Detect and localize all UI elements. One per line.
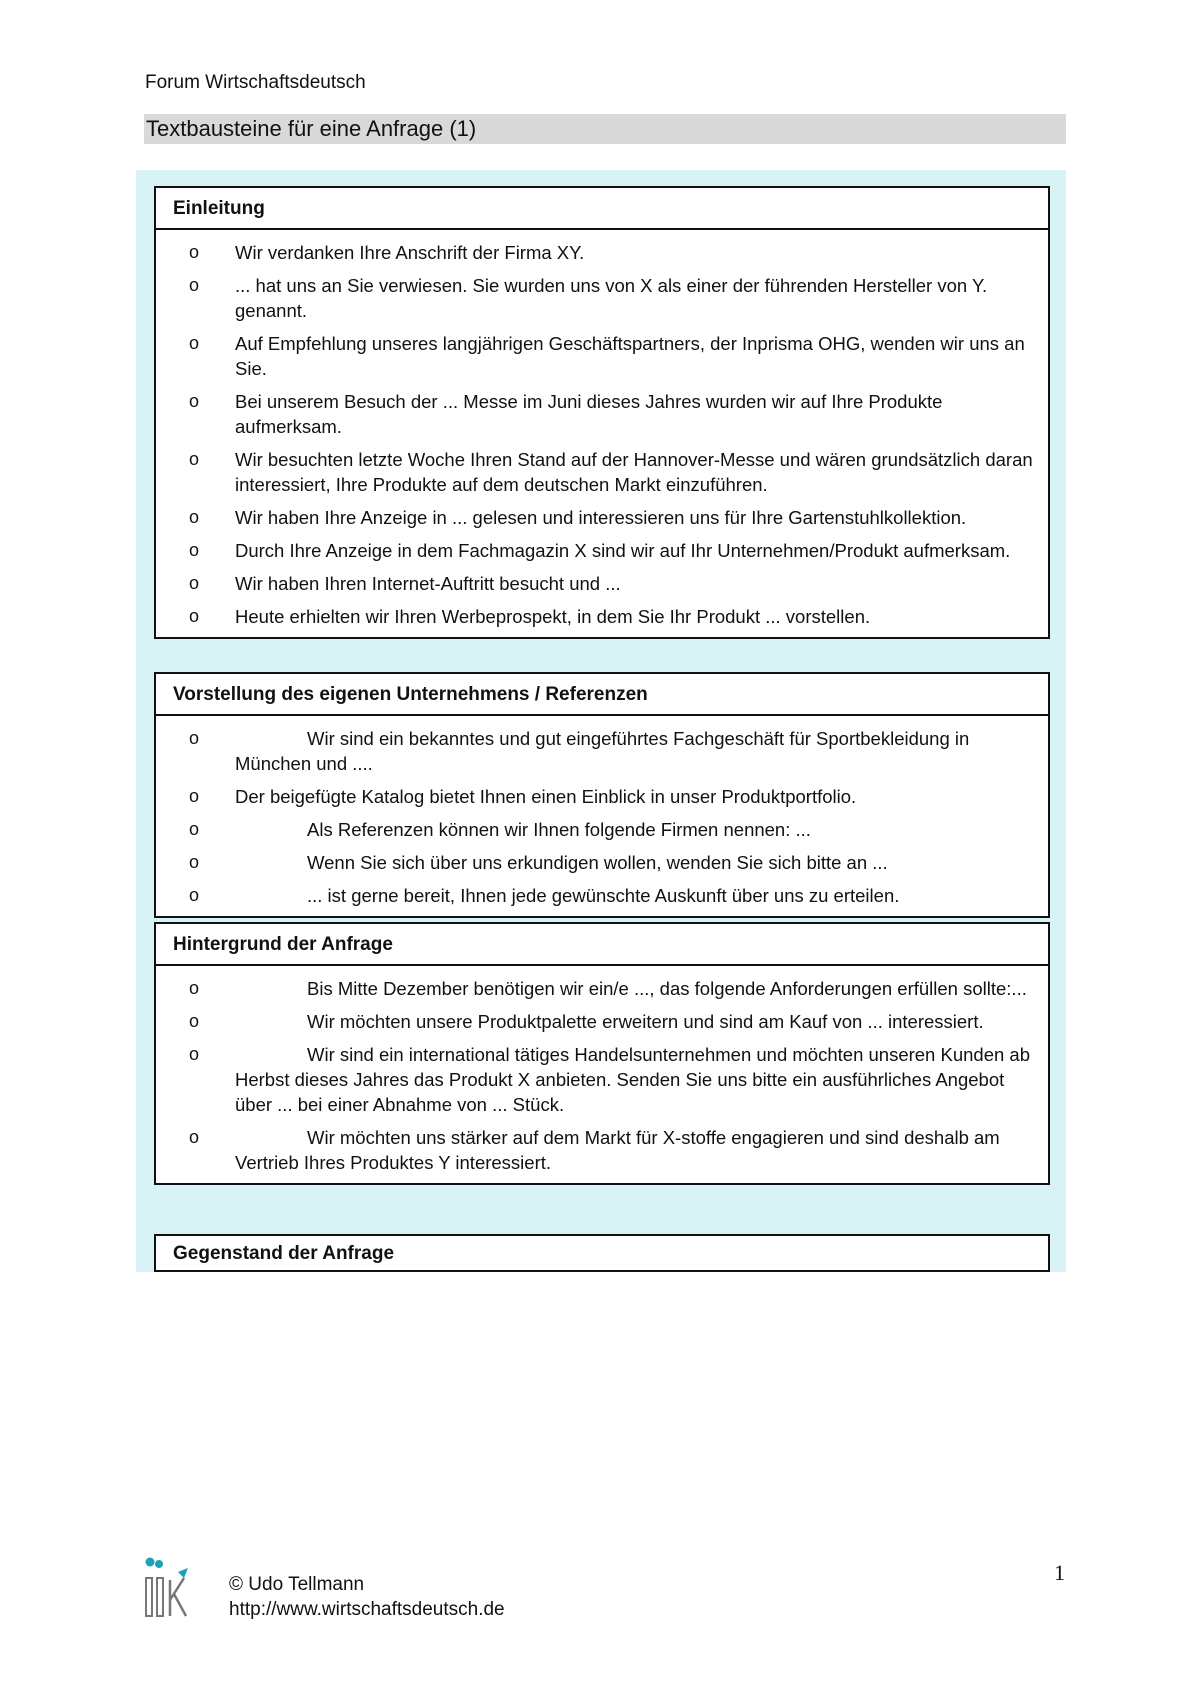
bullet-icon: o: [189, 978, 200, 998]
bullet-icon: o: [189, 242, 200, 262]
bullet-icon: o: [189, 507, 200, 527]
bullet-icon: o: [189, 333, 200, 353]
section-einleitung: [154, 186, 1050, 639]
bullet-icon: o: [189, 449, 200, 469]
list-item: o Bei unserem Besuch der ... Messe im Juni dieses Jahres wurden wir auf Ihre Produkte aufmerksam.: [189, 391, 943, 437]
list-item: o Als Referenzen können wir Ihnen folgende Firmen nennen: ...: [189, 819, 811, 840]
bullet-icon: o: [189, 1044, 200, 1064]
section-gegenstand: [154, 1234, 1050, 1272]
section-heading: Einleitung: [156, 188, 1048, 230]
list-item: o Wir sind ein international tätiges Handelsunternehmen und möchten unseren Kunden ab Herbst dieses Jahres das Produkt X anbieten. Senden Sie uns bitte ein ausführliches Angebot über ... bei einer Abnahme von ... Stück.: [189, 1044, 1030, 1115]
list-item: o Der beigefügte Katalog bietet Ihnen einen Einblick in unser Produktportfolio.: [189, 786, 857, 807]
bullet-icon: o: [189, 573, 200, 593]
list-item: o ... hat uns an Sie verwiesen. Sie wurden uns von X als einer der führenden Hersteller von Y. genannt.: [189, 275, 988, 321]
item-list: [156, 230, 1048, 637]
list-item: o Wir besuchten letzte Woche Ihren Stand auf der Hannover-Messe und wären grundsätzlich daran interessiert, Ihre Produkte auf dem deutschen Markt einzuführen.: [189, 449, 1033, 495]
content-panel: [136, 170, 1066, 1272]
bullet-icon: o: [189, 540, 200, 560]
page-number: 1: [1054, 1560, 1065, 1585]
company-logo-icon: [144, 1556, 196, 1620]
section-vorstellung: [154, 672, 1050, 918]
footer-copyright: [229, 1572, 505, 1622]
item-list: [156, 716, 1048, 916]
list-item: o Wir sind ein bekanntes und gut eingeführtes Fachgeschäft für Sportbekleidung in München und ....: [189, 728, 970, 774]
bullet-icon: o: [189, 1127, 200, 1147]
list-item: o Wir haben Ihren Internet-Auftritt besucht und ...: [189, 573, 621, 594]
bullet-icon: o: [189, 786, 200, 806]
list-item: o Wir möchten uns stärker auf dem Markt für X-stoffe engagieren und sind deshalb am Vertrieb Ihres Produktes Y interessiert.: [189, 1127, 1000, 1173]
bullet-icon: o: [189, 819, 200, 839]
bullet-icon: o: [189, 391, 200, 411]
list-item: o Auf Empfehlung unseres langjährigen Geschäftspartners, der Inprisma OHG, wenden wir uns an Sie.: [189, 333, 1025, 379]
section-heading: Hintergrund der Anfrage: [156, 924, 1048, 966]
bullet-icon: o: [189, 885, 200, 905]
header-label: Forum Wirtschaftsdeutsch: [145, 72, 366, 93]
item-list: [156, 966, 1048, 1183]
bullet-icon: o: [189, 728, 200, 748]
list-item: o Wir möchten unsere Produktpalette erweitern und sind am Kauf von ... interessiert.: [189, 1011, 984, 1032]
list-item: o Wenn Sie sich über uns erkundigen wollen, wenden Sie sich bitte an ...: [189, 852, 888, 873]
section-heading: Vorstellung des eigenen Unternehmens / Referenzen: [156, 674, 1048, 716]
list-item: o Wir haben Ihre Anzeige in ... gelesen und interessieren uns für Ihre Gartenstuhlkollektion.: [189, 507, 967, 528]
section-hintergrund: [154, 922, 1050, 1185]
page-title: Textbausteine für eine Anfrage (1): [144, 114, 1066, 144]
section-heading: Gegenstand der Anfrage: [173, 1243, 395, 1264]
bullet-icon: o: [189, 852, 200, 872]
list-item: o Durch Ihre Anzeige in dem Fachmagazin X sind wir auf Ihr Unternehmen/Produkt aufmerksam.: [189, 540, 1011, 561]
list-item: o Bis Mitte Dezember benötigen wir ein/e ..., das folgende Anforderungen erfüllen sollte:...: [189, 978, 1027, 999]
bullet-icon: o: [189, 1011, 200, 1031]
bullet-icon: o: [189, 275, 200, 295]
list-item: o ... ist gerne bereit, Ihnen jede gewünschte Auskunft über uns zu erteilen.: [189, 885, 900, 906]
copyright-text: © Udo Tellmann: [229, 1574, 365, 1595]
website-link[interactable]: http://www.wirtschaftsdeutsch.de: [229, 1599, 505, 1620]
list-item: o Heute erhielten wir Ihren Werbeprospekt, in dem Sie Ihr Produkt ... vorstellen.: [189, 606, 871, 627]
list-item: o Wir verdanken Ihre Anschrift der Firma XY.: [189, 242, 585, 263]
bullet-icon: o: [189, 606, 200, 626]
